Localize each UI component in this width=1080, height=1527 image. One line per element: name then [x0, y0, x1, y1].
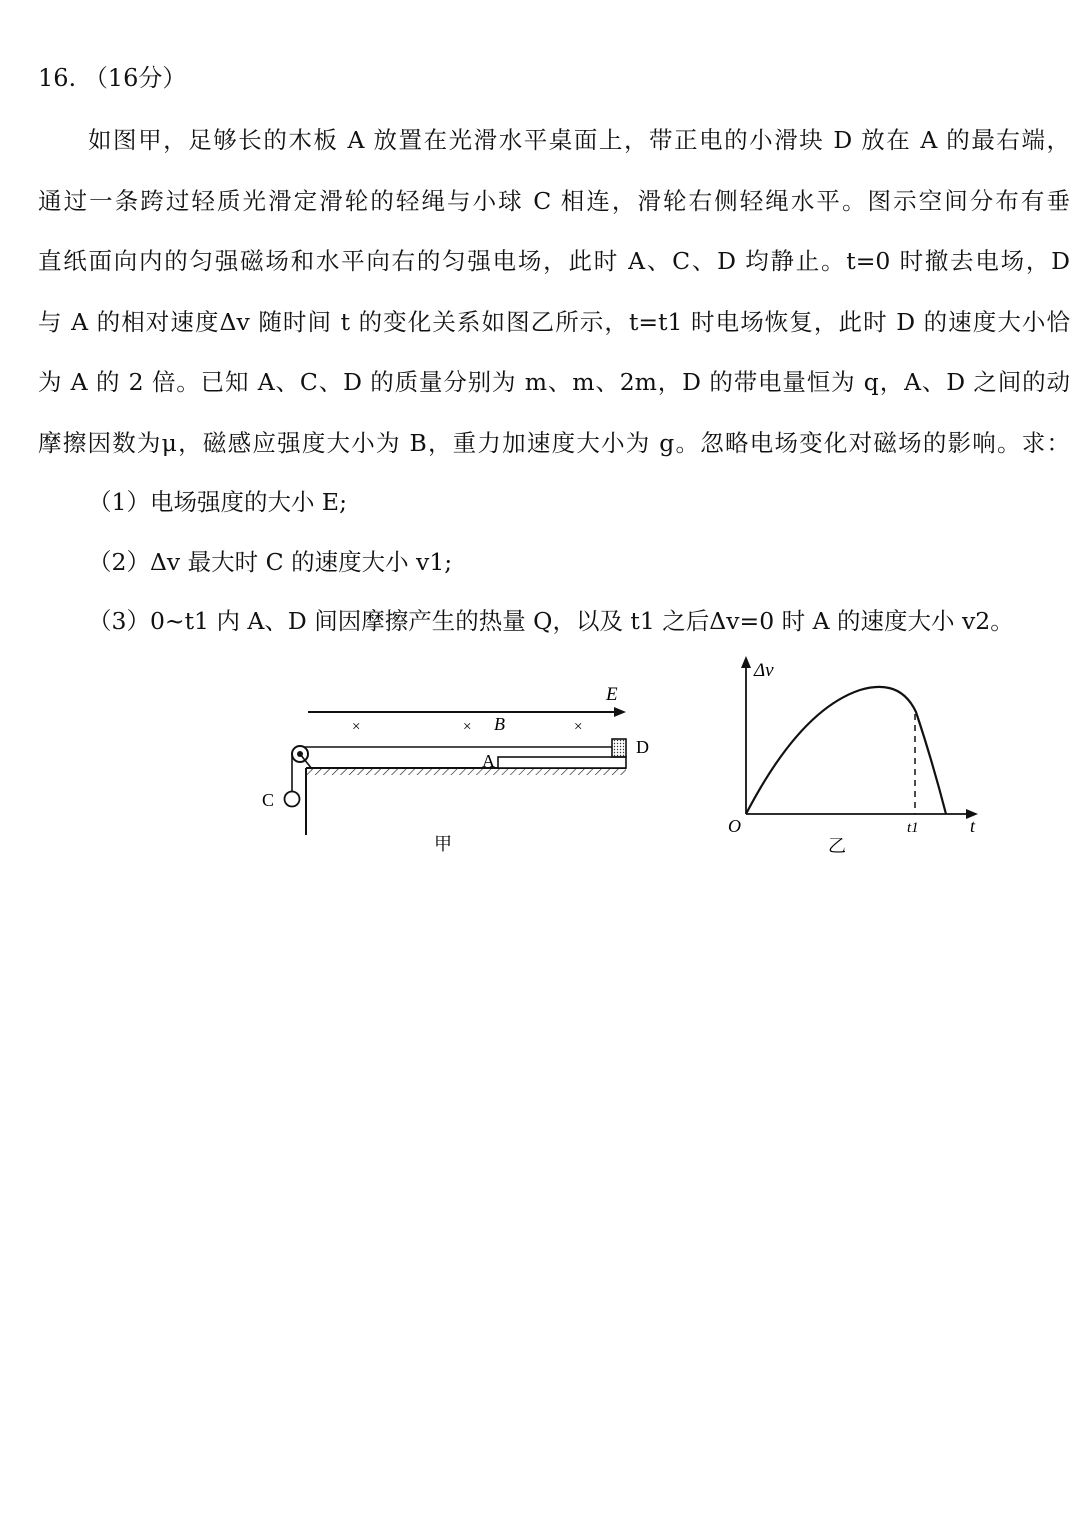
label-A: A	[482, 751, 495, 771]
stem-line: 通过一条跨过轻质光滑定滑轮的轻绳与小球 C 相连，滑轮右侧轻绳水平。图示空间分布有垂	[38, 186, 1070, 215]
stem-line: 为 A 的 2 倍。已知 A、C、D 的质量分别为 m、m、2m，D 的带电量恒为 q，A、D 之间的动	[38, 368, 1070, 396]
question-header	[38, 58, 186, 93]
t1-tick-label: t1	[907, 820, 919, 836]
sub-question-3: （3）0~t1 内 A、D 间因摩擦产生的热量 Q，以及 t1 之后Δv=0 时 A 的速度大小 v2。	[88, 607, 1014, 635]
arrowhead-icon	[614, 707, 626, 717]
delta-v-curve	[746, 687, 946, 814]
label-D: D	[636, 737, 649, 757]
ball-C	[285, 792, 300, 807]
label-B: B	[494, 714, 505, 734]
stem-line: 直纸面向内的匀强磁场和水平向右的匀强电场，此时 A、C、D 均静止。t=0 时撤去电场，D	[38, 247, 1070, 275]
figure-jia	[250, 670, 670, 870]
cross-icon: ×	[463, 719, 472, 735]
stem-line: 如图甲，足够长的木板 A 放置在光滑水平桌面上，带正电的小滑块 D 放在 A 的最右端，	[88, 126, 1070, 154]
stem-line: 与 A 的相对速度Δv 随时间 t 的变化关系如图乙所示，t=t1 时电场恢复，此时 D 的速度大小恰	[38, 307, 1070, 336]
origin-label: O	[728, 816, 741, 836]
question-number: 16.	[38, 64, 77, 92]
sub-question-1: （1）电场强度的大小 E;	[88, 488, 347, 516]
table-hatch	[306, 768, 626, 775]
cross-icon: ×	[352, 719, 361, 735]
board-A	[498, 757, 626, 768]
question-stem	[38, 110, 1070, 473]
caption-jia: 甲	[434, 834, 452, 855]
x-axis-label: t	[970, 816, 976, 836]
sub-question-2: （2）Δv 最大时 C 的速度大小 v1;	[88, 548, 453, 576]
block-D	[612, 739, 626, 757]
label-C: C	[262, 790, 275, 810]
label-E: E	[606, 684, 618, 705]
y-axis-label: Δv	[754, 660, 774, 681]
figure-yi	[720, 650, 990, 860]
y-arrowhead-icon	[741, 656, 751, 668]
stem-line: 摩擦因数为μ，磁感应强度大小为 B，重力加速度大小为 g。忽略电场变化对磁场的影响。求：	[38, 428, 1070, 457]
cross-icon: ×	[574, 719, 583, 735]
caption-yi: 乙	[828, 836, 846, 857]
question-points: （16分）	[83, 64, 187, 92]
